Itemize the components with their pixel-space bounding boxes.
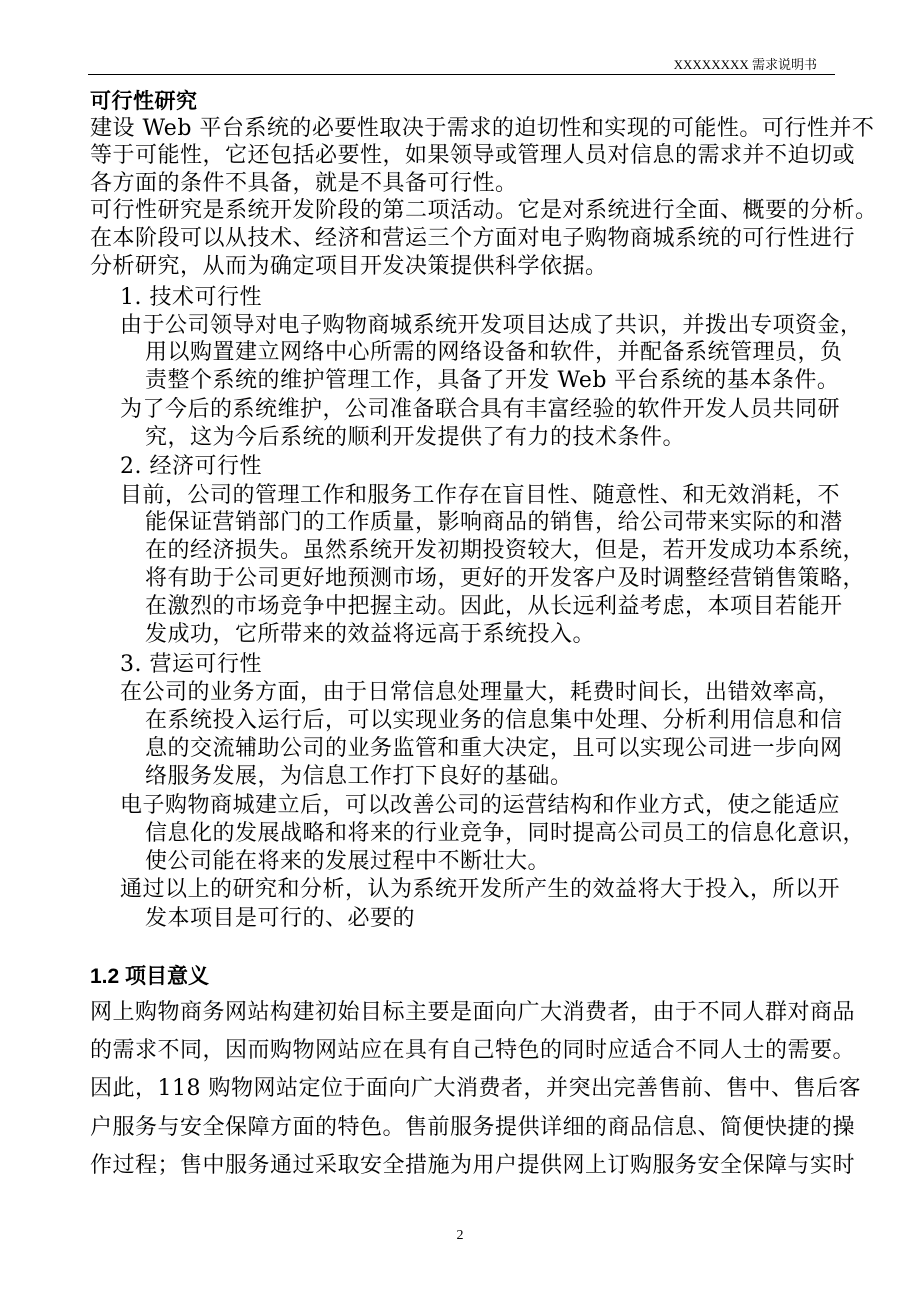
paragraph-line: 将有助于公司更好地预测市场，更好的开发客户及时调整经营销售策略，: [145, 566, 866, 591]
paragraph-line: 络服务发展，为信息工作打下良好的基础。: [145, 764, 573, 789]
paragraph-line: 在系统投入运行后，可以实现业务的信息集中处理、分析利用信息和信: [145, 708, 843, 733]
paragraph-line: 等于可能性，它还包括必要性，如果领导或管理人员对信息的需求并不迫切或: [90, 143, 856, 168]
paragraph-line: 信息化的发展战略和将来的行业竞争，同时提高公司员工的信息化意识，: [145, 821, 866, 846]
section-heading: 1.2 项目意义: [90, 965, 210, 988]
paragraph-line: 目前，公司的管理工作和服务工作存在盲目性、随意性、和无效消耗，不: [120, 483, 841, 508]
paragraph-line: 能保证营销部门的工作质量，影响商品的销售，给公司带来实际的和潜: [145, 510, 843, 535]
header-rule: [88, 74, 835, 75]
paragraph-line: 息的交流辅助公司的业务监管和重大决定，且可以实现公司进一步向网: [145, 736, 843, 761]
paragraph-line: 为了今后的系统维护，公司准备联合具有丰富经验的软件开发人员共同研: [120, 397, 841, 422]
paragraph-line: 建设 Web 平台系统的必要性取决于需求的迫切性和实现的可能性。可行性并不: [90, 116, 875, 141]
paragraph-line: 在本阶段可以从技术、经济和营运三个方面对电子购物商城系统的可行性进行: [90, 226, 856, 251]
paragraph-line: 在的经济损失。虽然系统开发初期投资较大，但是，若开发成功本系统，: [145, 538, 866, 563]
paragraph-line: 使公司能在将来的发展过程中不断壮大。: [145, 849, 551, 874]
paragraph-line: 各方面的条件不具备，就是不具备可行性。: [90, 171, 518, 196]
paragraph-line: 作过程；售中服务通过采取安全措施为用户提供网上订购服务安全保障与实时: [90, 1153, 856, 1178]
paragraph-line: 户服务与安全保障方面的特色。售前服务提供详细的商品信息、简便快捷的操: [90, 1115, 856, 1140]
paragraph-line: 发本项目是可行的、必要的: [145, 906, 416, 931]
paragraph-line: 因此，118 购物网站定位于面向广大消费者，并突出完善售前、售中、售后客: [90, 1076, 861, 1101]
paragraph-line: 究，这为今后系统的顺利开发提供了有力的技术条件。: [145, 425, 686, 450]
paragraph-line: 在公司的业务方面，由于日常信息处理量大，耗费时间长，出错效率高，: [120, 680, 841, 705]
paragraph-line: 分析研究，从而为确定项目开发决策提供科学依据。: [90, 254, 608, 279]
paragraph-line: 发成功，它所带来的效益将远高于系统投入。: [145, 622, 596, 647]
paragraph-line: 的需求不同，因而购物网站应在具有自己特色的同时应适合不同人士的需要。: [90, 1038, 856, 1063]
paragraph-line: 2. 经济可行性: [120, 454, 262, 479]
paragraph-line: 责整个系统的维护管理工作，具备了开发 Web 平台系统的基本条件。: [145, 368, 840, 393]
paragraph-line: 通过以上的研究和分析，认为系统开发所产生的效益将大于投入，所以开: [120, 877, 841, 902]
paragraph-line: 网上购物商务网站构建初始目标主要是面向广大消费者，由于不同人群对商品: [90, 1000, 856, 1025]
section-heading: 可行性研究: [90, 89, 198, 113]
paragraph-line: 3. 营运可行性: [120, 652, 262, 677]
page-header-title: XXXXXXXX 需求说明书: [673, 57, 817, 72]
paragraph-line: 电子购物商城建立后，可以改善公司的运营结构和作业方式，使之能适应: [120, 793, 841, 818]
paragraph-line: 用以购置建立网络中心所需的网络设备和软件，并配备系统管理员，负: [145, 340, 843, 365]
paragraph-line: 1. 技术可行性: [120, 285, 262, 310]
page-number: 2: [456, 1228, 464, 1243]
paragraph-line: 在激烈的市场竞争中把握主动。因此，从长远利益考虑，本项目若能开: [145, 594, 843, 619]
paragraph-line: 由于公司领导对电子购物商城系统开发项目达成了共识，并拨出专项资金，: [120, 313, 863, 338]
paragraph-line: 可行性研究是系统开发阶段的第二项活动。它是对系统进行全面、概要的分析。: [90, 198, 878, 223]
